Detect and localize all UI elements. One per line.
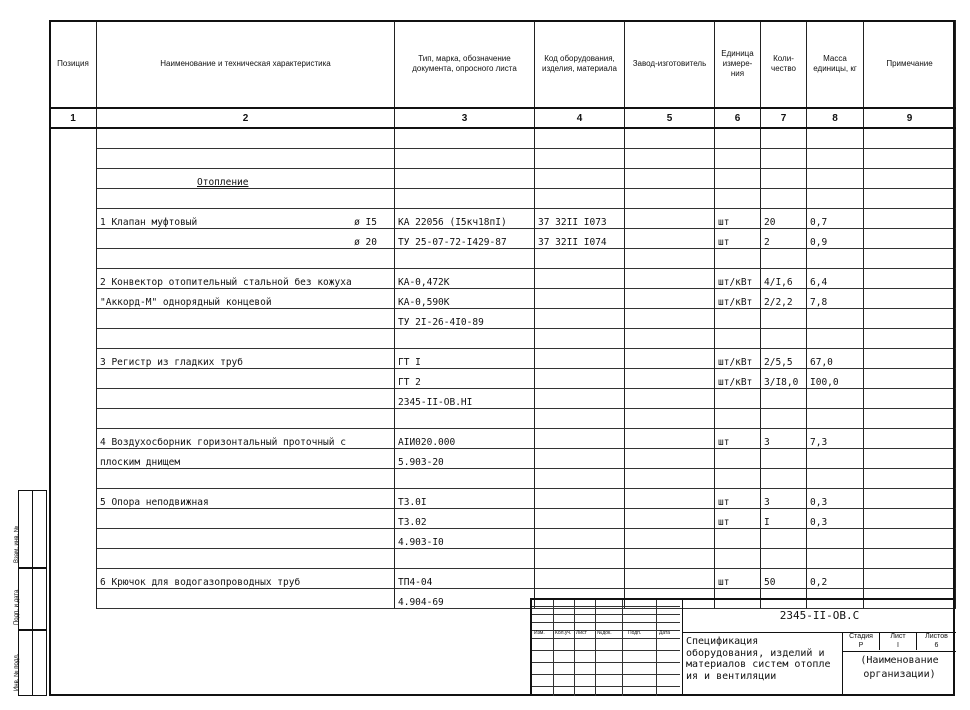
header-note: Примечание <box>864 20 956 108</box>
cell-type: ГТ 2 <box>395 369 535 389</box>
revision-head: Кол.уч. <box>555 630 572 636</box>
item-name: 6 Крючок для водогазопроводных труб <box>100 577 301 588</box>
cell-type: Т3.02 <box>395 509 535 529</box>
item-name: 5 Опора неподвижная <box>100 497 209 508</box>
cell-unit: шт <box>715 569 761 589</box>
sheets-label: Листов <box>925 633 948 640</box>
cell-unit: шт/кВт <box>715 349 761 369</box>
stage-cell <box>843 632 880 650</box>
cell-unit: шт <box>715 509 761 529</box>
revision-head: Подп. <box>628 630 642 636</box>
cell-code: 37 32II I074 <box>535 229 625 249</box>
cell-unit: шт <box>715 429 761 449</box>
item-name: 2 Конвектор отопительный стальной без кожуха <box>100 277 352 288</box>
sheet-label: Лист <box>890 633 906 640</box>
diameter-label: ø 20 <box>354 237 377 248</box>
stage-label: Стадия <box>849 633 873 640</box>
cell-unit: шт <box>715 229 761 249</box>
side-stamp-signature <box>14 568 47 630</box>
column-number: 5 <box>625 108 715 128</box>
revision-head: Дата <box>659 630 671 636</box>
cell-qty: 2 <box>761 229 807 249</box>
cell-mass: 6,4 <box>807 269 864 289</box>
revision-head: №док. <box>597 630 612 636</box>
cell-qty: I <box>761 509 807 529</box>
cell-type: 4.904-69 <box>395 589 535 609</box>
document-code: 2345-II-ОВ.С <box>682 600 956 633</box>
cell-mass: 0,2 <box>807 569 864 589</box>
cell-type: 5.903-20 <box>395 449 535 469</box>
cell-code: 37 32II I073 <box>535 209 625 229</box>
sheet-value: I <box>897 642 899 649</box>
sheet-cell <box>880 632 917 650</box>
cell-type: Т3.0I <box>395 489 535 509</box>
cell-type: 4.903-I0 <box>395 529 535 549</box>
column-number: 7 <box>761 108 807 128</box>
item-name: "Аккорд-М" однорядный концевой <box>100 297 272 308</box>
header-position: Позиция <box>50 20 97 108</box>
revision-head: Изм. <box>534 630 545 636</box>
sheet-frame <box>49 20 955 696</box>
item-name: плоским днищем <box>100 457 181 468</box>
cell-mass: 7,3 <box>807 429 864 449</box>
column-number: 4 <box>535 108 625 128</box>
cell-unit: шт <box>715 209 761 229</box>
cell-qty: 4/I,6 <box>761 269 807 289</box>
cell-type: ГТ I <box>395 349 535 369</box>
header-unit: Единица измере-ния <box>715 20 761 108</box>
diameter-label: ø I5 <box>354 217 377 228</box>
side-stamp-inventory <box>14 630 47 696</box>
cell-unit: шт <box>715 489 761 509</box>
revision-grid <box>532 600 680 696</box>
cell-type: ТУ 25-07-72-I429-87 <box>395 229 535 249</box>
item-name: 4 Воздухосборник горизонтальный проточный с <box>100 437 346 448</box>
column-number: 2 <box>97 108 395 128</box>
cell-mass: 0,7 <box>807 209 864 229</box>
side-stamp-replaced <box>14 490 47 568</box>
cell-qty: 20 <box>761 209 807 229</box>
side-stamp-label: Инв. № подл. <box>14 653 20 691</box>
column-number: 9 <box>864 108 956 128</box>
sheets-cell <box>917 632 956 650</box>
header-quantity: Коли-чество <box>761 20 807 108</box>
stage-sheet-block <box>842 632 956 696</box>
header-name: Наименование и техническая характеристика <box>97 20 395 108</box>
cell-mass: I00,0 <box>807 369 864 389</box>
cell-unit: шт/кВт <box>715 369 761 389</box>
side-stamp-label: Подп. и дата <box>14 589 20 625</box>
header-mass: Масса единицы, кг <box>807 20 864 108</box>
cell-qty: 3 <box>761 429 807 449</box>
sheets-value: 6 <box>934 642 939 649</box>
revision-head: Лист <box>576 630 587 636</box>
cell-type: ТУ 2I-26-4I0-89 <box>395 309 535 329</box>
cell-mass: 7,8 <box>807 289 864 309</box>
item-name: Отопление <box>197 177 249 188</box>
item-name: 1 Клапан муфтовый <box>100 217 198 228</box>
cell-qty: 2/5,5 <box>761 349 807 369</box>
cell-mass: 0,3 <box>807 509 864 529</box>
column-number: 1 <box>50 108 97 128</box>
cell-type: ТП4-04 <box>395 569 535 589</box>
cell-qty: 2/2,2 <box>761 289 807 309</box>
cell-mass: 67,0 <box>807 349 864 369</box>
side-stamp-label: Взам. инв. № <box>14 525 20 563</box>
cell-unit: шт/кВт <box>715 289 761 309</box>
document-name: Спецификация оборудования, изделий и материалов систем отопле ия и вентиляции <box>682 632 842 696</box>
cell-qty: 50 <box>761 569 807 589</box>
column-number: 6 <box>715 108 761 128</box>
cell-type: КА-0,590К <box>395 289 535 309</box>
cell-qty: 3 <box>761 489 807 509</box>
column-number: 8 <box>807 108 864 128</box>
cell-unit: шт/кВт <box>715 269 761 289</box>
header-type: Тип, марка, обозначение документа, опросного листа <box>395 20 535 108</box>
cell-mass: 0,3 <box>807 489 864 509</box>
header-manufacturer: Завод-изготовитель <box>625 20 715 108</box>
cell-mass: 0,9 <box>807 229 864 249</box>
cell-type: АIИ020.000 <box>395 429 535 449</box>
title-block <box>530 598 955 696</box>
cell-type: 2345-II-ОВ.НI <box>395 389 535 409</box>
column-number: 3 <box>395 108 535 128</box>
organization-name: (Наименование организации) <box>843 651 956 682</box>
cell-type: КА-0,472К <box>395 269 535 289</box>
cell-type: КА 22056 (I5кч18пI) <box>395 209 535 229</box>
cell-qty: 3/I8,0 <box>761 369 807 389</box>
header-code: Код оборудования, изделия, материала <box>535 20 625 108</box>
stage-value: Р <box>858 642 864 649</box>
item-name: 3 Регистр из гладких труб <box>100 357 243 368</box>
